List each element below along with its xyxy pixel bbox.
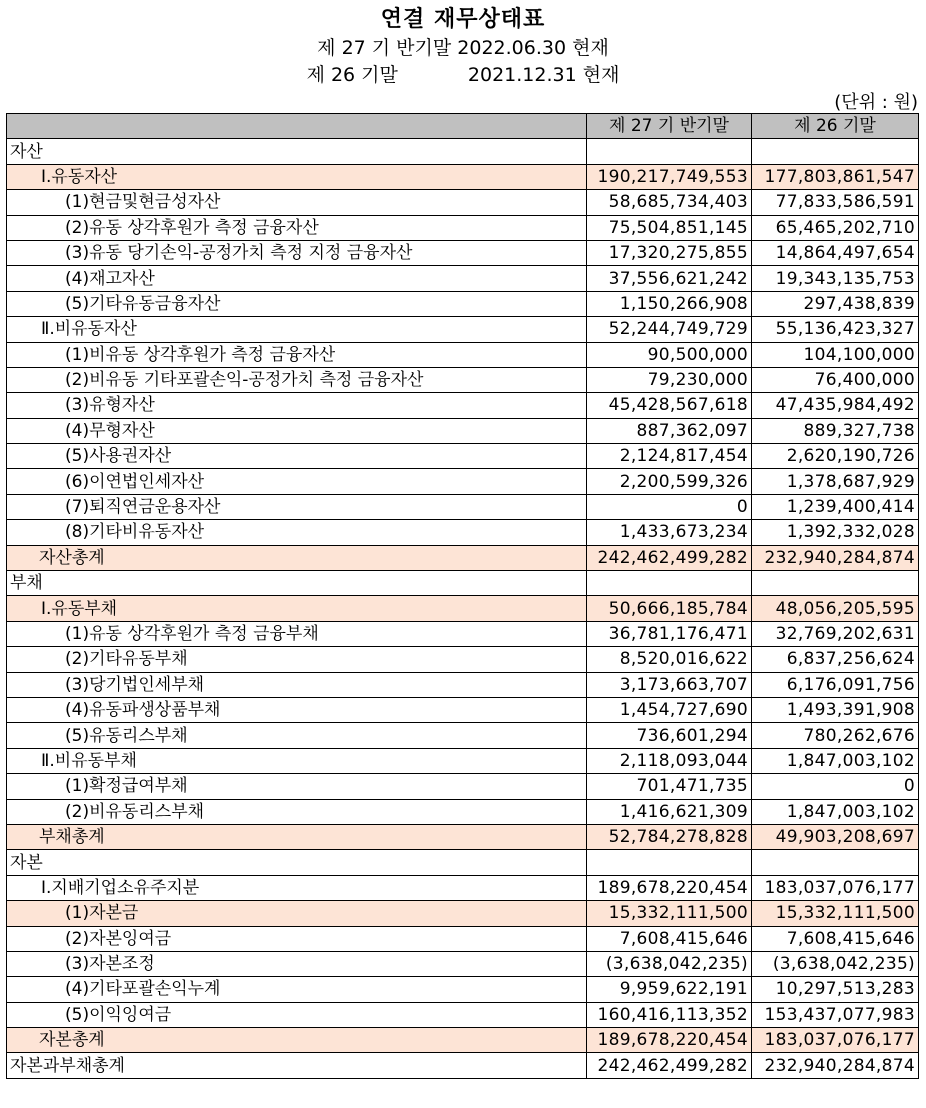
table-row [7,367,919,392]
table-row [7,926,919,951]
prior-period-value: 2,620,190,726 [752,444,919,469]
account-label: (4)무형자산 [7,418,587,443]
prior-period-value [752,139,919,164]
prior-period-value: 76,400,000 [752,367,919,392]
account-label: (4)유동파생상품부채 [7,697,587,722]
current-period-value: 1,433,673,234 [587,520,752,545]
table-row [7,977,919,1002]
current-period-value: 1,416,621,309 [587,799,752,824]
prior-period-value: 104,100,000 [752,342,919,367]
table-row [7,393,919,418]
current-period-value: 52,784,278,828 [587,824,752,849]
table-row [7,799,919,824]
account-label: (3)자본조정 [7,951,587,976]
account-label: 자산총계 [7,545,587,570]
table-row [7,1028,919,1053]
table-row [7,469,919,494]
current-period-value: 58,685,734,403 [587,190,752,215]
current-period-value: 242,462,499,282 [587,545,752,570]
account-label: (5)이익잉여금 [7,1002,587,1027]
prior-period-value: 49,903,208,697 [752,824,919,849]
prior-period-name: 제 26 기말 [306,64,398,86]
table-row [7,520,919,545]
table-row [7,215,919,240]
prior-period-value: 1,847,003,102 [752,748,919,773]
prior-period-value: 153,437,077,983 [752,1002,919,1027]
current-period-value: 1,454,727,690 [587,697,752,722]
table-row [7,596,919,621]
account-label: (8)기타비유동자산 [7,520,587,545]
table-row [7,291,919,316]
current-period-value [587,571,752,596]
prior-period-value: 6,837,256,624 [752,647,919,672]
account-label: (2)비유동 기타포괄손익-공정가치 측정 금융자산 [7,367,587,392]
prior-period-value: 48,056,205,595 [752,596,919,621]
prior-period-value: 1,493,391,908 [752,697,919,722]
prior-period-value: 15,332,111,500 [752,901,919,926]
account-label: (4)기타포괄손익누계 [7,977,587,1002]
account-label: (3)유형자산 [7,393,587,418]
table-row [7,418,919,443]
current-period-value: 52,244,749,729 [587,317,752,342]
table-row [7,824,919,849]
table-header-row [7,114,919,139]
table-row [7,139,919,164]
table-row [7,951,919,976]
prior-period-value: 6,176,091,756 [752,672,919,697]
table-row [7,850,919,875]
current-period-value: 2,118,093,044 [587,748,752,773]
current-period-value [587,139,752,164]
current-period-value [587,850,752,875]
current-period-label: 제 27 기 반기말 2022.06.30 현재 [317,37,609,59]
table-row [7,647,919,672]
table-row [7,875,919,900]
prior-period-value: 32,769,202,631 [752,621,919,646]
table-row [7,723,919,748]
account-label: (3)유동 당기손익-공정가치 측정 지정 금융자산 [7,240,587,265]
current-period-value: 36,781,176,471 [587,621,752,646]
prior-period-value: 297,438,839 [752,291,919,316]
prior-period-value: (3,638,042,235) [752,951,919,976]
prior-period-value: 55,136,423,327 [752,317,919,342]
balance-sheet-table [6,113,919,1079]
account-label: (4)재고자산 [7,266,587,291]
account-label: (1)자본금 [7,901,587,926]
table-row [7,164,919,189]
unit-label: (단위 : 원) [834,92,918,113]
account-label: 부채 [7,571,587,596]
current-period-value: 1,150,266,908 [587,291,752,316]
prior-period-value: 889,327,738 [752,418,919,443]
account-label: (7)퇴직연금운용자산 [7,494,587,519]
current-period-value: 17,320,275,855 [587,240,752,265]
account-label: 부채총계 [7,824,587,849]
prior-period-value: 7,608,415,646 [752,926,919,951]
current-period-value: 15,332,111,500 [587,901,752,926]
current-period-value: 190,217,749,553 [587,164,752,189]
prior-period-date: 2021.12.31 현재 [467,64,620,86]
prior-period-value: 232,940,284,874 [752,545,919,570]
prior-period-value: 77,833,586,591 [752,190,919,215]
current-period-value: 189,678,220,454 [587,875,752,900]
table-row [7,672,919,697]
table-row [7,571,919,596]
current-period-value: 2,124,817,454 [587,444,752,469]
account-label: (2)기타유동부채 [7,647,587,672]
account-label: Ⅰ.유동부채 [7,596,587,621]
table-row [7,697,919,722]
account-label: (1)비유동 상각후원가 측정 금융자산 [7,342,587,367]
account-label: (1)유동 상각후원가 측정 금융부채 [7,621,587,646]
prior-period-value: 1,392,332,028 [752,520,919,545]
prior-period-value [752,571,919,596]
current-period-value: 79,230,000 [587,367,752,392]
account-label: Ⅰ.유동자산 [7,164,587,189]
prior-period-value: 183,037,076,177 [752,1028,919,1053]
prior-period-value: 14,864,497,654 [752,240,919,265]
table-row [7,494,919,519]
table-row [7,545,919,570]
prior-period-value: 177,803,861,547 [752,164,919,189]
account-label: (6)이연법인세자산 [7,469,587,494]
account-label: (5)유동리스부채 [7,723,587,748]
prior-period-value: 183,037,076,177 [752,875,919,900]
current-period-value: 701,471,735 [587,774,752,799]
account-label: 자본과부채총계 [7,1053,587,1078]
prior-period-value: 65,465,202,710 [752,215,919,240]
current-period-value: 160,416,113,352 [587,1002,752,1027]
current-period-value: 736,601,294 [587,723,752,748]
account-label: (3)당기법인세부채 [7,672,587,697]
prior-period-value: 10,297,513,283 [752,977,919,1002]
account-label: Ⅰ.지배기업소유주지분 [7,875,587,900]
current-period-value: 90,500,000 [587,342,752,367]
table-row [7,774,919,799]
table-row [7,317,919,342]
table-row [7,266,919,291]
prior-period-value: 0 [752,774,919,799]
prior-period-value: 1,378,687,929 [752,469,919,494]
current-period-value: 7,608,415,646 [587,926,752,951]
current-period-value: 189,678,220,454 [587,1028,752,1053]
current-period-value: (3,638,042,235) [587,951,752,976]
prior-period-value: 47,435,984,492 [752,393,919,418]
current-period-value: 2,200,599,326 [587,469,752,494]
account-label: 자산 [7,139,587,164]
prior-period-label [0,60,926,87]
statement-title: 연결 재무상태표 [380,7,546,32]
account-label: (5)사용권자산 [7,444,587,469]
prior-period-value: 232,940,284,874 [752,1053,919,1078]
account-label: (2)유동 상각후원가 측정 금융자산 [7,215,587,240]
column-header-account [7,114,587,139]
current-period-value: 50,666,185,784 [587,596,752,621]
account-label: (1)확정급여부채 [7,774,587,799]
table-row [7,901,919,926]
table-row [7,444,919,469]
account-label: Ⅱ.비유동부채 [7,748,587,773]
prior-period-value [752,850,919,875]
account-label: 자본총계 [7,1028,587,1053]
table-row [7,190,919,215]
current-period-value: 9,959,622,191 [587,977,752,1002]
account-label: (2)비유동리스부채 [7,799,587,824]
account-label: (1)현금및현금성자산 [7,190,587,215]
prior-period-value: 780,262,676 [752,723,919,748]
current-period-value: 45,428,567,618 [587,393,752,418]
current-period-value: 0 [587,494,752,519]
prior-period-value: 1,847,003,102 [752,799,919,824]
table-row [7,621,919,646]
table-row [7,1002,919,1027]
column-header-prior: 제 26 기말 [752,114,919,139]
prior-period-value: 1,239,400,414 [752,494,919,519]
account-label: Ⅱ.비유동자산 [7,317,587,342]
current-period-value: 3,173,663,707 [587,672,752,697]
current-period-value: 242,462,499,282 [587,1053,752,1078]
current-period-value: 8,520,016,622 [587,647,752,672]
table-row [7,342,919,367]
prior-period-value: 19,343,135,753 [752,266,919,291]
current-period-value: 37,556,621,242 [587,266,752,291]
current-period-value: 75,504,851,145 [587,215,752,240]
table-row [7,1053,919,1078]
account-label: (5)기타유동금융자산 [7,291,587,316]
current-period-value: 887,362,097 [587,418,752,443]
account-label: (2)자본잉여금 [7,926,587,951]
account-label: 자본 [7,850,587,875]
table-row [7,240,919,265]
column-header-current: 제 27 기 반기말 [587,114,752,139]
table-row [7,748,919,773]
